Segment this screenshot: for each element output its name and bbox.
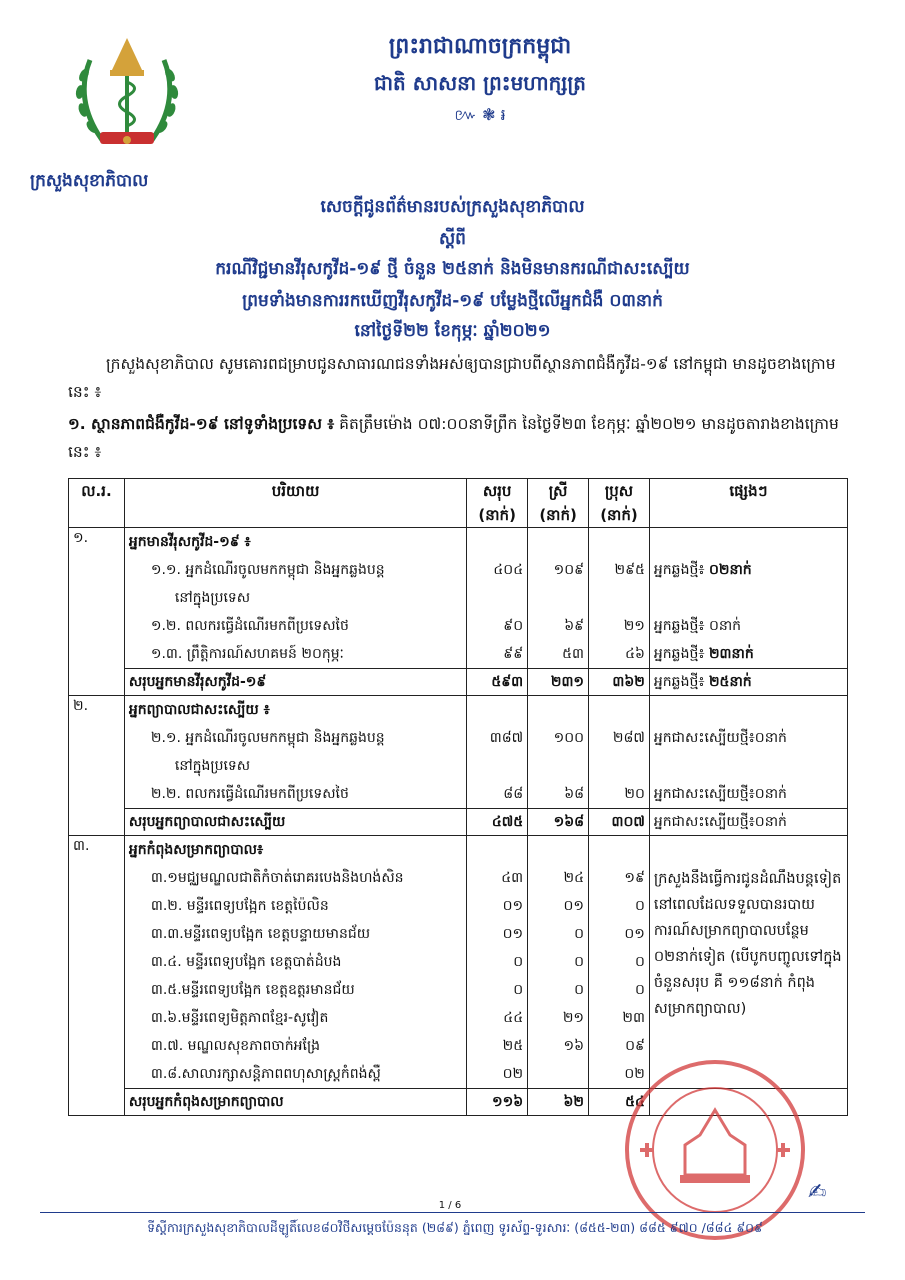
row-note: អ្នកជាសះស្បើយថ្មី៖០នាក់ bbox=[653, 730, 787, 746]
row-male: ១៩ bbox=[624, 870, 645, 886]
ministry-name: ក្រសួងសុខាភិបាល bbox=[30, 171, 149, 191]
row-desc: ៣.១មជ្ឈមណ្ឌលជាតិកំចាត់រោគរបេងនិងហង់សិន bbox=[150, 870, 404, 886]
total-total: ៥៩៣ bbox=[467, 669, 528, 696]
row-total: ០ bbox=[513, 982, 524, 998]
group-1-title: អ្នកមានវីរុសកូវីដ-១៩ ៖ bbox=[128, 534, 251, 550]
row-note: អ្នកជាសះស្បើយថ្មី៖០នាក់ bbox=[653, 786, 787, 802]
total-male: ៥៤ bbox=[589, 1089, 650, 1116]
row-desc: ៣.៨.សាលារក្សាសន្តិភាពពហុសាស្ត្រកំពង់ស្ពឺ bbox=[150, 1066, 381, 1082]
row-desc: ៣.៣.មន្ទីរពេទ្យបង្អែក ខេត្តបន្ទាយមានជ័យ bbox=[150, 926, 371, 942]
total-desc: សរុបអ្នកព្យាបាលជាសះស្បើយ bbox=[124, 809, 466, 836]
table-header-row bbox=[69, 479, 848, 528]
header-num: ល.រ. bbox=[69, 479, 125, 528]
row-desc: ១.២. ពលករធ្វើដំណើរមកពីប្រទេសថៃ bbox=[150, 618, 349, 634]
row-desc: ២.១. អ្នកដំណើរចូលមកកម្ពុជា និងអ្នកឆ្លងបន្ត bbox=[150, 730, 385, 746]
row-male: ០ bbox=[634, 982, 645, 998]
row-female: ០ bbox=[574, 982, 585, 998]
row-male: ០២ bbox=[624, 1066, 645, 1082]
title-line-2: ស្តីពី bbox=[439, 229, 466, 249]
row-female: ០ bbox=[574, 926, 585, 942]
row-total: ៨៨ bbox=[503, 786, 524, 802]
row-desc: ៣.៥.មន្ទីរពេទ្យបង្អែក ខេត្តឧត្តរមានជ័យ bbox=[150, 982, 355, 998]
group-2-title: អ្នកព្យាបាលជាសះស្បើយ ៖ bbox=[128, 702, 270, 718]
title-line-1: សេចក្តីជូនព័ត៌មានរបស់ក្រសួងសុខាភិបាល bbox=[320, 197, 585, 217]
row-female: ២១ bbox=[562, 1010, 585, 1026]
section-1-heading: ១. ស្ថានភាពជំងឺកូវីដ-១៩ នៅទូទាំងប្រទេស ៖ bbox=[68, 415, 335, 433]
total-male: ៣៦២ bbox=[589, 669, 650, 696]
row-desc-cont: នៅក្នុងប្រទេស bbox=[174, 758, 251, 774]
header-note: ផ្សេងៗ bbox=[649, 479, 847, 528]
row-desc: ៣.៤. មន្ទីរពេទ្យបង្អែក ខេត្តបាត់ដំបង bbox=[150, 954, 342, 970]
row-desc: ២.២. ពលករធ្វើដំណើរមកពីប្រទេសថៃ bbox=[150, 786, 349, 802]
row-male: ០១ bbox=[624, 926, 645, 942]
total-female: ៦២ bbox=[528, 1089, 589, 1116]
row-female: ១០៩ bbox=[553, 562, 585, 578]
row-desc-cont: នៅក្នុងប្រទេស bbox=[174, 590, 251, 606]
row-female: ០ bbox=[574, 954, 585, 970]
group-3-num: ៣. bbox=[69, 836, 125, 1116]
total-female: ២៣១ bbox=[528, 669, 589, 696]
row-desc: ៣.៦.មន្ទីរពេទ្យមិត្តភាពខ្មែរ-សូវៀត bbox=[150, 1010, 329, 1026]
ornament-divider: ៚ ❃ ៛ bbox=[454, 105, 506, 124]
ministry-logo bbox=[62, 30, 192, 160]
row-female: ០១ bbox=[563, 898, 585, 914]
section-1 bbox=[68, 410, 848, 466]
total-desc: សរុបអ្នកមានវីរុសកូវីដ-១៩ bbox=[124, 669, 466, 696]
section-1-text: គិតត្រឹមម៉ោង ០៧:០០នាទីព្រឹក នៃថ្ងៃទី២៣ ខែកុម្ភៈ ឆ្នាំ២០២១ មានដូចតារាងខាងក្រោមនេះ ៖ bbox=[68, 415, 839, 461]
row-total: ៤៣ bbox=[501, 870, 524, 886]
title-line-3: ករណីវិជ្ជមានវីរុសកូវីដ-១៩ ថ្មី ចំនួន ២៥នាក់ និងមិនមានករណីជាសះស្បើយ bbox=[215, 259, 690, 279]
row-desc: ១.៣. ព្រឹត្តិការណ៍សហគមន៍ ២០កុម្ភៈ bbox=[150, 646, 344, 662]
row-desc: ៣.២. មន្ទីរពេទ្យបង្អែក ខេត្តប៉ៃលិន bbox=[150, 898, 329, 914]
row-total: ២៥ bbox=[502, 1038, 524, 1054]
row-female: ១៦ bbox=[563, 1038, 585, 1054]
row-male: ០ bbox=[634, 954, 645, 970]
total-male: ៣០៧ bbox=[589, 809, 650, 836]
row-total: ៤០៤ bbox=[493, 562, 524, 578]
row-male: ០ bbox=[634, 898, 645, 914]
kingdom-heading: ព្រះរាជាណាចក្រកម្ពុជា bbox=[388, 34, 572, 59]
row-total: ៤៤ bbox=[503, 1010, 524, 1026]
header-total: សរុប (នាក់) bbox=[467, 479, 528, 528]
header-female: ស្រី (នាក់) bbox=[528, 479, 589, 528]
total-row bbox=[69, 669, 848, 696]
status-table bbox=[68, 478, 848, 1116]
row-female: ២៤ bbox=[563, 870, 585, 886]
treatment-note: ក្រសួងនឹងធ្វើការជូនដំណឹងបន្តទៀតនៅពេលដែលទទួលបានរបាយការណ៍សម្រាកព្យាបាលបន្ថែម ០២នាក់ទៀត (បើបូកបញ្ចូលទៅក្នុងចំនួនសរុប គឺ ១១៨នាក់ កំពុងសម្រាកព្យាបាល) bbox=[653, 871, 842, 1017]
row-total: ៩០ bbox=[503, 618, 524, 634]
group-2-num: ២. bbox=[69, 696, 125, 836]
total-note: អ្នកជាសះស្បើយថ្មី៖០នាក់ bbox=[649, 809, 847, 836]
row-male: ០៩ bbox=[625, 1038, 645, 1054]
row-female: ៦៩ bbox=[564, 618, 585, 634]
row-total: ៩៩ bbox=[503, 646, 524, 662]
national-motto: ជាតិ សាសនា ព្រះមហាក្សត្រ bbox=[374, 71, 586, 95]
total-desc: សរុបអ្នកកំពុងសម្រាកព្យាបាល bbox=[124, 1089, 466, 1116]
total-female: ១៦៨ bbox=[528, 809, 589, 836]
group-1-num: ១. bbox=[69, 528, 125, 696]
row-desc: ១.១. អ្នកដំណើរចូលមកកម្ពុជា និងអ្នកឆ្លងបន្ត bbox=[150, 562, 385, 578]
row-total: ៣៨៧ bbox=[489, 730, 524, 746]
row-male: ២០ bbox=[624, 786, 645, 802]
intro-paragraph: ក្រសួងសុខាភិបាល សូមគោរពជម្រាបជូនសាធារណជនទាំងអស់ឲ្យបានជ្រាបពីស្ថានភាពជំងឺកូវីដ-១៩ នៅកម្ពុជា មានដូចខាងក្រោមនេះ ៖ bbox=[68, 355, 836, 401]
row-male: ២១ bbox=[623, 618, 645, 634]
row-female bbox=[532, 1060, 584, 1088]
table-row bbox=[69, 528, 848, 669]
row-total: ០១ bbox=[502, 926, 524, 942]
row-male: ៤៦ bbox=[625, 646, 645, 662]
row-desc: ៣.៧. មណ្ឌលសុខភាពចាក់អង្រែ bbox=[150, 1038, 321, 1054]
row-male: ២៨៧ bbox=[612, 730, 645, 746]
signature-mark: ✍ bbox=[808, 1180, 827, 1205]
row-male: ២៩៥ bbox=[614, 562, 645, 578]
header-male: ប្រុស (នាក់) bbox=[589, 479, 650, 528]
official-stamp bbox=[620, 1055, 810, 1245]
total-total: ១១៦ bbox=[467, 1089, 528, 1116]
row-total: ០២ bbox=[502, 1066, 524, 1082]
header-desc: បរិយាយ bbox=[124, 479, 466, 528]
row-female: ៥៣ bbox=[562, 646, 585, 662]
title-line-5: នៅថ្ងៃទី២២ ខែកុម្ភៈ ឆ្នាំ២០២១ bbox=[354, 321, 551, 341]
row-note: អ្នកឆ្លងថ្មី៖ ០នាក់ bbox=[653, 618, 742, 634]
row-female: ៦៨ bbox=[564, 786, 585, 802]
row-note: អ្នកឆ្លងថ្មី៖ ២៣នាក់ bbox=[653, 646, 754, 662]
total-row bbox=[69, 809, 848, 836]
footer-address: ទីស្តីការក្រសួងសុខាភិបាលដីឡូតិ៍លេខ៨០វិថីសម្តេចប៉ែននុត (២៨៩) ភ្នំពេញ ទូរស័ព្ទ-ទូរសារៈ (៨៥៥-២៣) ៨៨៥ ៩៧០ /៨៨៤ ៩០៩ bbox=[147, 1220, 763, 1235]
table-row bbox=[69, 836, 848, 1089]
row-note: អ្នកឆ្លងថ្មី៖ ០២នាក់ bbox=[653, 562, 752, 578]
total-total: ៤៧៥ bbox=[467, 809, 528, 836]
title-line-4: ព្រមទាំងមានការរកឃើញវីរុសកូវីដ-១៩ បម្លែងថ្មីលើអ្នកជំងឺ ០៣នាក់ bbox=[242, 291, 663, 311]
row-female: ១០០ bbox=[553, 730, 585, 746]
row-total: ០ bbox=[513, 954, 524, 970]
total-note: អ្នកឆ្លងថ្មី៖ ២៥នាក់ bbox=[649, 669, 847, 696]
footer-divider bbox=[40, 1212, 865, 1213]
table-row bbox=[69, 696, 848, 809]
group-3-title: អ្នកកំពុងសម្រាកព្យាបាល៖ bbox=[128, 842, 264, 858]
row-male: ២៣ bbox=[622, 1010, 645, 1026]
row-total: ០១ bbox=[502, 898, 524, 914]
page-number: 1 / 6 bbox=[438, 1200, 462, 1211]
